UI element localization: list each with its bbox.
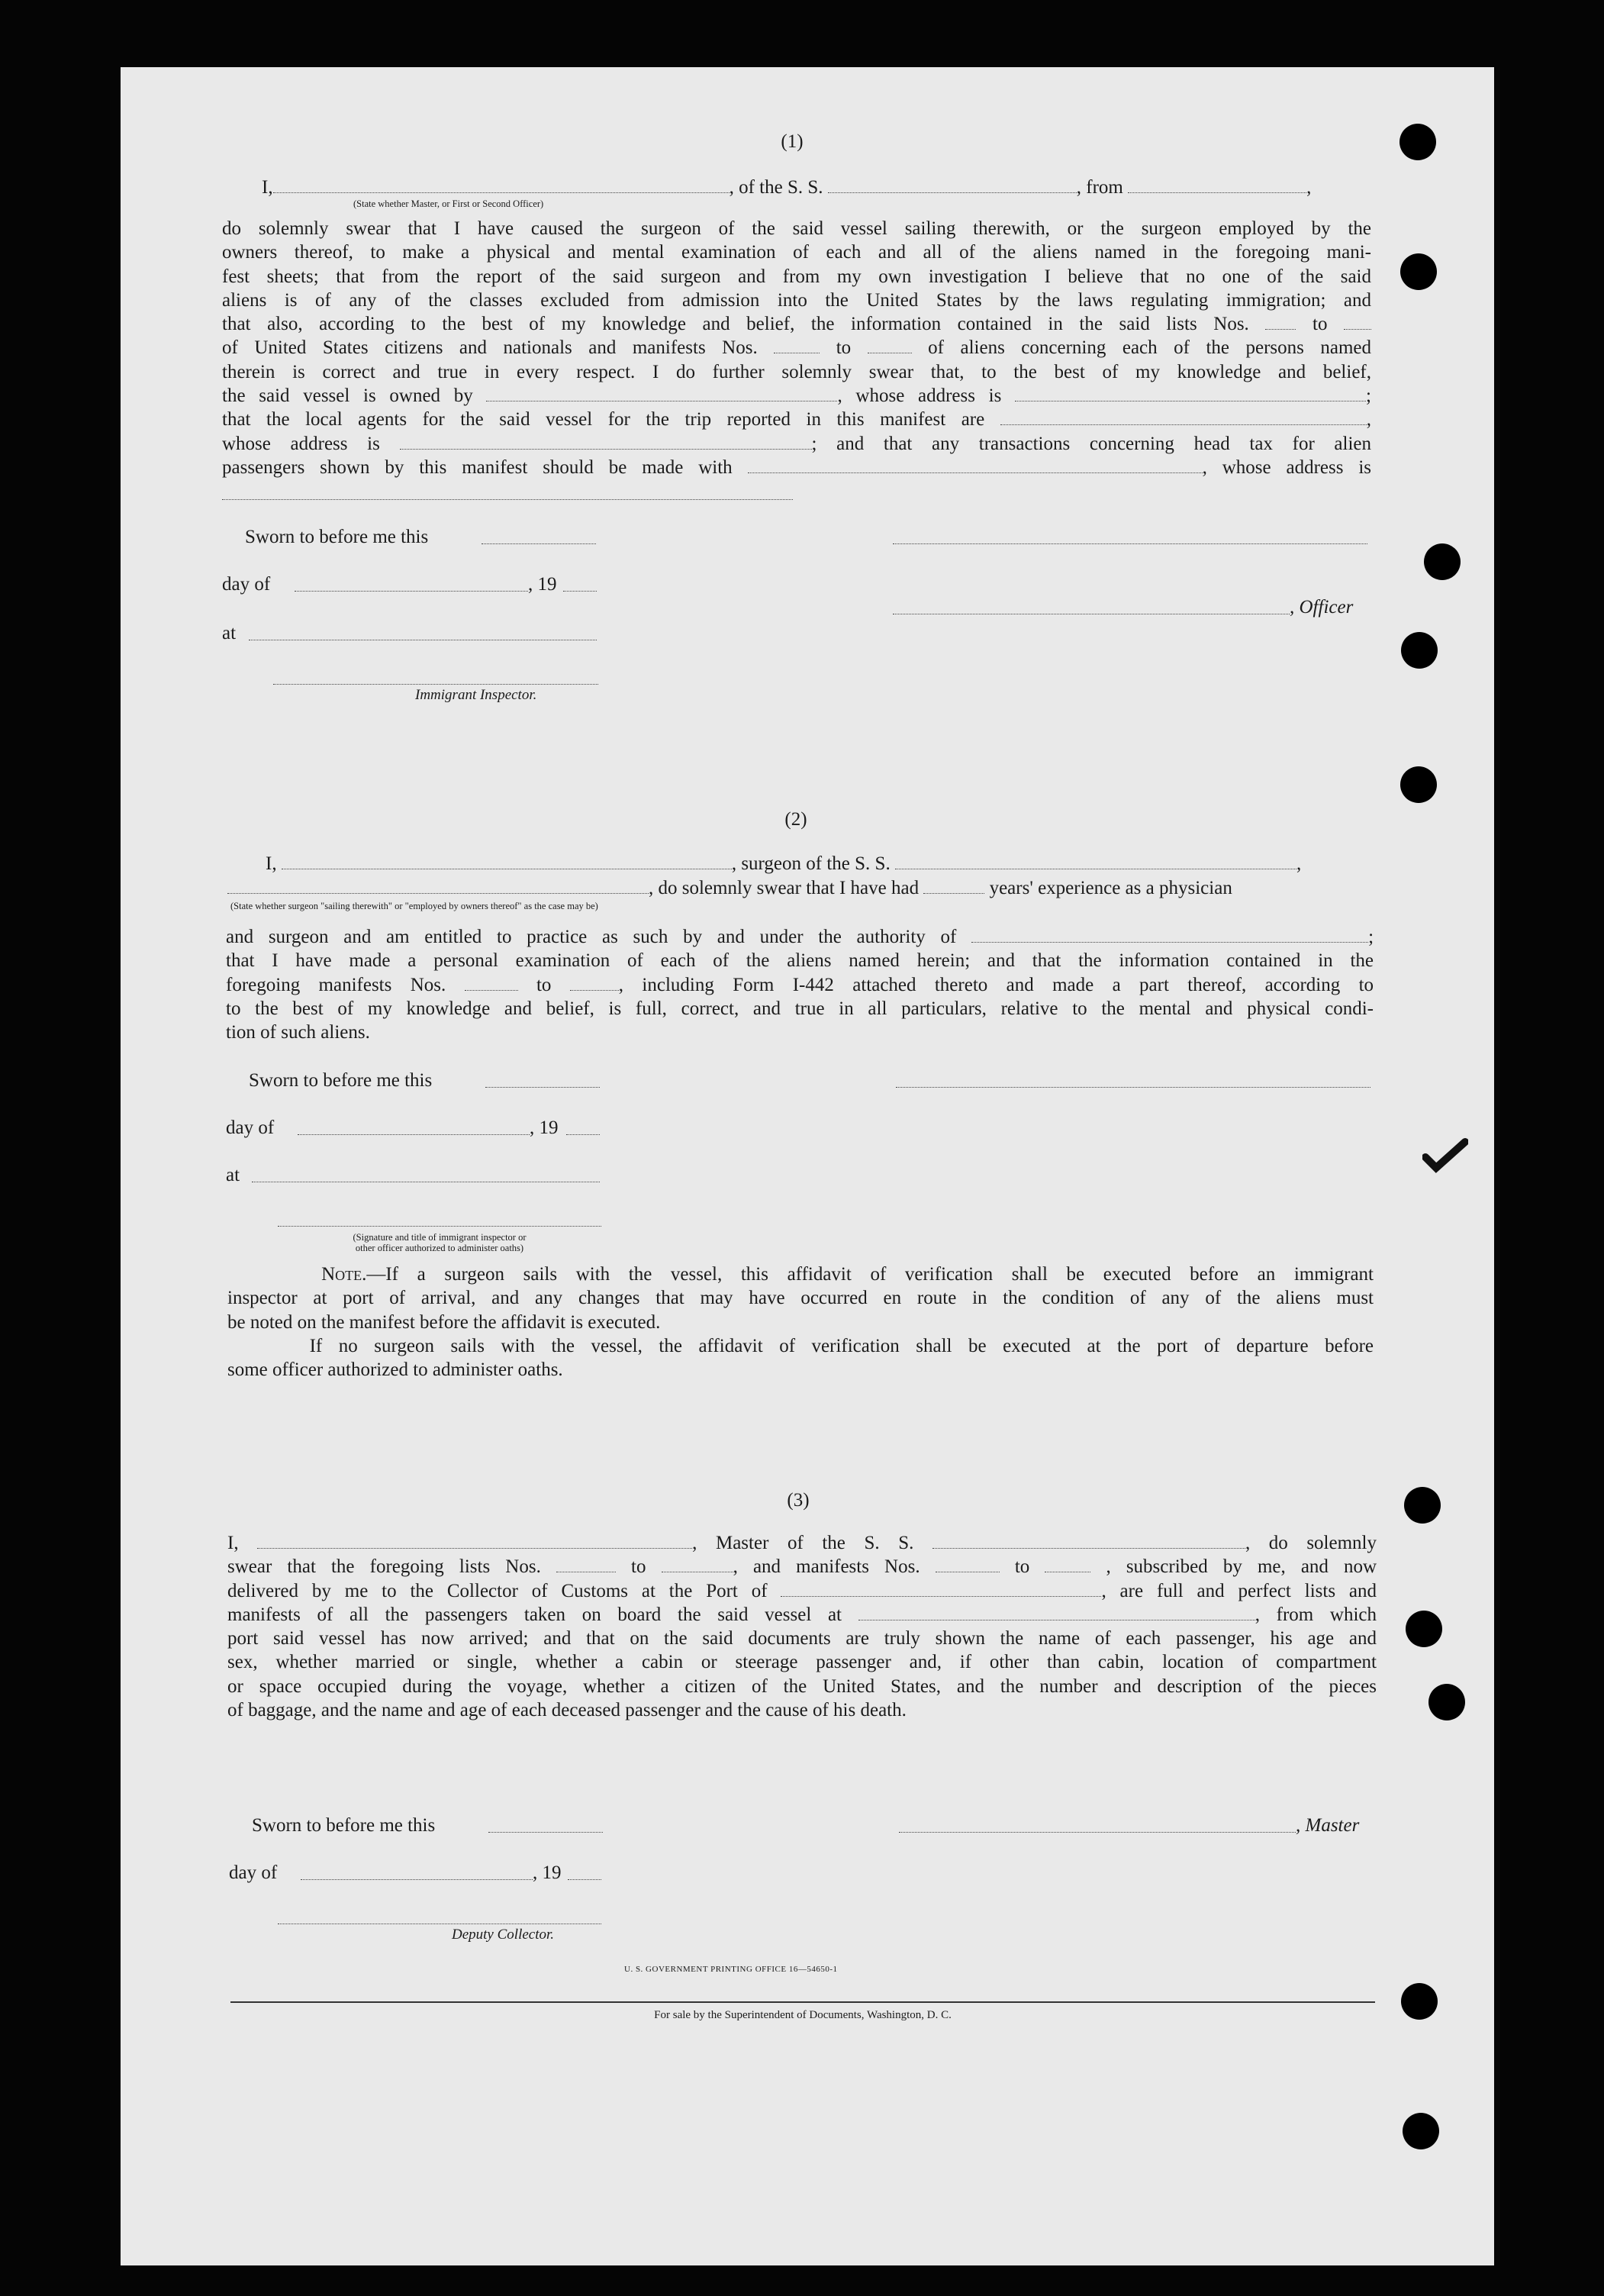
lists-to-blank[interactable] <box>1344 312 1371 330</box>
caption: (State whether surgeon "sailing therewith" or "employed by owners thereof" as the case may be) <box>230 901 598 911</box>
surgeon-vessel-blank[interactable] <box>895 852 1296 869</box>
inspector-signature-blank[interactable] <box>278 1226 601 1227</box>
master-name-blank[interactable] <box>257 1531 692 1549</box>
surgeon-name-blank[interactable] <box>282 852 732 869</box>
authority-blank[interactable] <box>971 925 1368 943</box>
master-signature-blank[interactable] <box>899 1832 1296 1833</box>
oath-line: I, , of the S. S. , from , <box>262 177 1312 198</box>
surgeon-signature-blank[interactable] <box>896 1087 1370 1088</box>
month-blank[interactable] <box>301 1879 533 1880</box>
lists-from-blank[interactable] <box>556 1555 616 1572</box>
agents-blank[interactable] <box>1000 408 1367 425</box>
surgeon-status-blank[interactable] <box>227 876 649 894</box>
master-vessel-blank[interactable] <box>932 1531 1245 1549</box>
owner-blank[interactable] <box>486 384 837 401</box>
manifest-page <box>121 67 1494 2265</box>
oath-paragraph: do solemnly swear that I have caused the surgeon of the said vessel sailing therewith, or the surgeon employed by the owners thereof, to make a physical and mental examination of each and all of the aliens named in the foregoing mani- fest sheets; that from the report of the said surgeon and from my own investigation I believe that no one of the said aliens is of any of the classes excluded from admission into the United States by the laws regulating immigration; and that also, according to the best of my knowledge and belief, the information contained in the said lists Nos. to of United States citizens and nationals and manifests Nos. to of aliens concerning each of the persons named therein is correct and true in every respect. I do further solemnly swear that, to the best of my knowledge and belief, the said vessel is owned by , whose address is ; that the local agents for the said vessel for the trip reported in this manifest are , whose address is ; and that any transactions concerning head tax for alien passengers shown by this manifest should be made with , whose address is <box>222 218 1371 478</box>
inspector-signature-blank[interactable] <box>273 684 598 685</box>
master-label: , Master <box>1296 1815 1360 1836</box>
surgeon-line: I, , surgeon of the S. S. , <box>266 853 1302 874</box>
collector-label: Deputy Collector. <box>452 1927 555 1943</box>
caption: (State whether Master, or First or Second Officer) <box>353 198 544 209</box>
address-blank[interactable] <box>222 499 793 500</box>
punch-hole <box>1404 1487 1441 1524</box>
agents-address-blank[interactable] <box>400 432 812 450</box>
punch-hole <box>1424 543 1461 580</box>
year-label: , 19 <box>528 574 557 595</box>
punch-hole <box>1403 2113 1439 2149</box>
section-number: (3) <box>787 1490 810 1511</box>
note-paragraph: Note.—If a surgeon sails with the vessel, this affidavit of verification shall be executed before an immigrant inspector at port of arrival, and any changes that may have occurred en route in the condition of any of the aliens must be noted on the manifest before the affidavit is executed. If no surgeon sails with the vessel, the affidavit of verification shall be executed at the port of departure before some officer authorized to administer oaths. <box>227 1264 1374 1381</box>
year-blank[interactable] <box>566 1134 600 1135</box>
year-blank[interactable] <box>563 591 597 592</box>
section-number: (2) <box>784 809 807 830</box>
punch-hole <box>1428 1684 1465 1720</box>
surgeon-paragraph: and surgeon and am entitled to practice as such by and under the authority of ; that I have made a personal examination of each of the aliens named herein; and that the information contained in the foregoing manifests Nos. to , including Form I-442 attached thereto and made a part thereof, according to to the best of my knowledge and belief, is full, correct, and true in all particulars, relative to the mental and physical condi- tion of such aliens. <box>226 927 1374 1043</box>
officer-label: , Officer <box>1290 597 1354 618</box>
sworn-label: Sworn to before me this <box>249 1070 433 1091</box>
sale-note: For sale by the Superintendent of Documents, Washington, D. C. <box>654 2009 952 2021</box>
name-blank[interactable] <box>273 176 730 193</box>
punch-hole <box>1401 1983 1438 2020</box>
day-of-label: day of <box>226 1117 275 1138</box>
manifests-from-blank[interactable] <box>465 973 518 991</box>
month-blank[interactable] <box>295 591 528 592</box>
surgeon-line: , do solemnly swear that I have had years' experience as a physician <box>227 876 1232 900</box>
punch-hole <box>1401 632 1438 669</box>
sworn-label: Sworn to before me this <box>245 527 429 547</box>
year-label: , 19 <box>530 1117 559 1138</box>
punch-hole <box>1400 253 1437 290</box>
lists-to-blank[interactable] <box>662 1555 733 1572</box>
inspector-label: Immigrant Inspector. <box>415 687 537 703</box>
head-tax-blank[interactable] <box>748 456 1203 473</box>
embark-port-blank[interactable] <box>858 1603 1255 1620</box>
punch-hole <box>1400 766 1437 803</box>
at-label: at <box>226 1165 240 1185</box>
port-blank[interactable] <box>781 1579 1101 1597</box>
sworn-day-blank[interactable] <box>485 1087 600 1088</box>
years-blank[interactable] <box>923 876 984 894</box>
day-of-label: day of <box>229 1862 278 1883</box>
sworn-day-blank[interactable] <box>488 1832 603 1833</box>
month-blank[interactable] <box>298 1134 530 1135</box>
punch-hole <box>1399 124 1436 160</box>
printing-office-note: U. S. GOVERNMENT PRINTING OFFICE 16—54650-1 <box>624 1965 838 1974</box>
caption: other officer authorized to administer oaths) <box>355 1243 524 1253</box>
section-number: (1) <box>781 131 804 152</box>
sworn-day-blank[interactable] <box>482 543 596 544</box>
officer-signature-blank[interactable] <box>893 543 1367 544</box>
footer-rule <box>230 2001 1375 2003</box>
manifests-to-blank[interactable] <box>868 336 912 353</box>
manifests-from-blank[interactable] <box>774 336 820 353</box>
year-label: , 19 <box>533 1862 562 1883</box>
punch-hole <box>1406 1611 1442 1647</box>
day-of-label: day of <box>222 574 271 595</box>
manifests-to-blank[interactable] <box>570 973 619 991</box>
manifests-to-blank[interactable] <box>1045 1555 1090 1572</box>
manifests-from-blank[interactable] <box>936 1555 1000 1572</box>
year-blank[interactable] <box>568 1879 601 1880</box>
port-blank[interactable] <box>1128 176 1306 193</box>
master-paragraph: I, , Master of the S. S. , do solemnly swear that the foregoing lists Nos. to , and manifests Nos. to , subscribed by me, and now delivered by me to the Collector of Customs at the Port of , are full and perfect lists and manifests of all the passengers taken on board the said vessel at , from which port said vessel has now arrived; and that on the said documents are truly shown the name of each passenger, his age and sex, whether married or single, whether a cabin or steerage passenger and, if other than cabin, location of compartment or space occupied during the voyage, whether a citizen of the United States, and the number and description of the pieces of baggage, and the name and age of each deceased passenger and the cause of his death. <box>227 1533 1377 1721</box>
check-mark-icon <box>1422 1137 1468 1175</box>
caption: (Signature and title of immigrant inspector or <box>353 1232 527 1243</box>
owner-address-blank[interactable] <box>1015 384 1366 401</box>
vessel-blank[interactable] <box>828 176 1077 193</box>
at-label: at <box>222 623 237 643</box>
sworn-label: Sworn to before me this <box>252 1815 436 1836</box>
lists-from-blank[interactable] <box>1265 312 1296 330</box>
